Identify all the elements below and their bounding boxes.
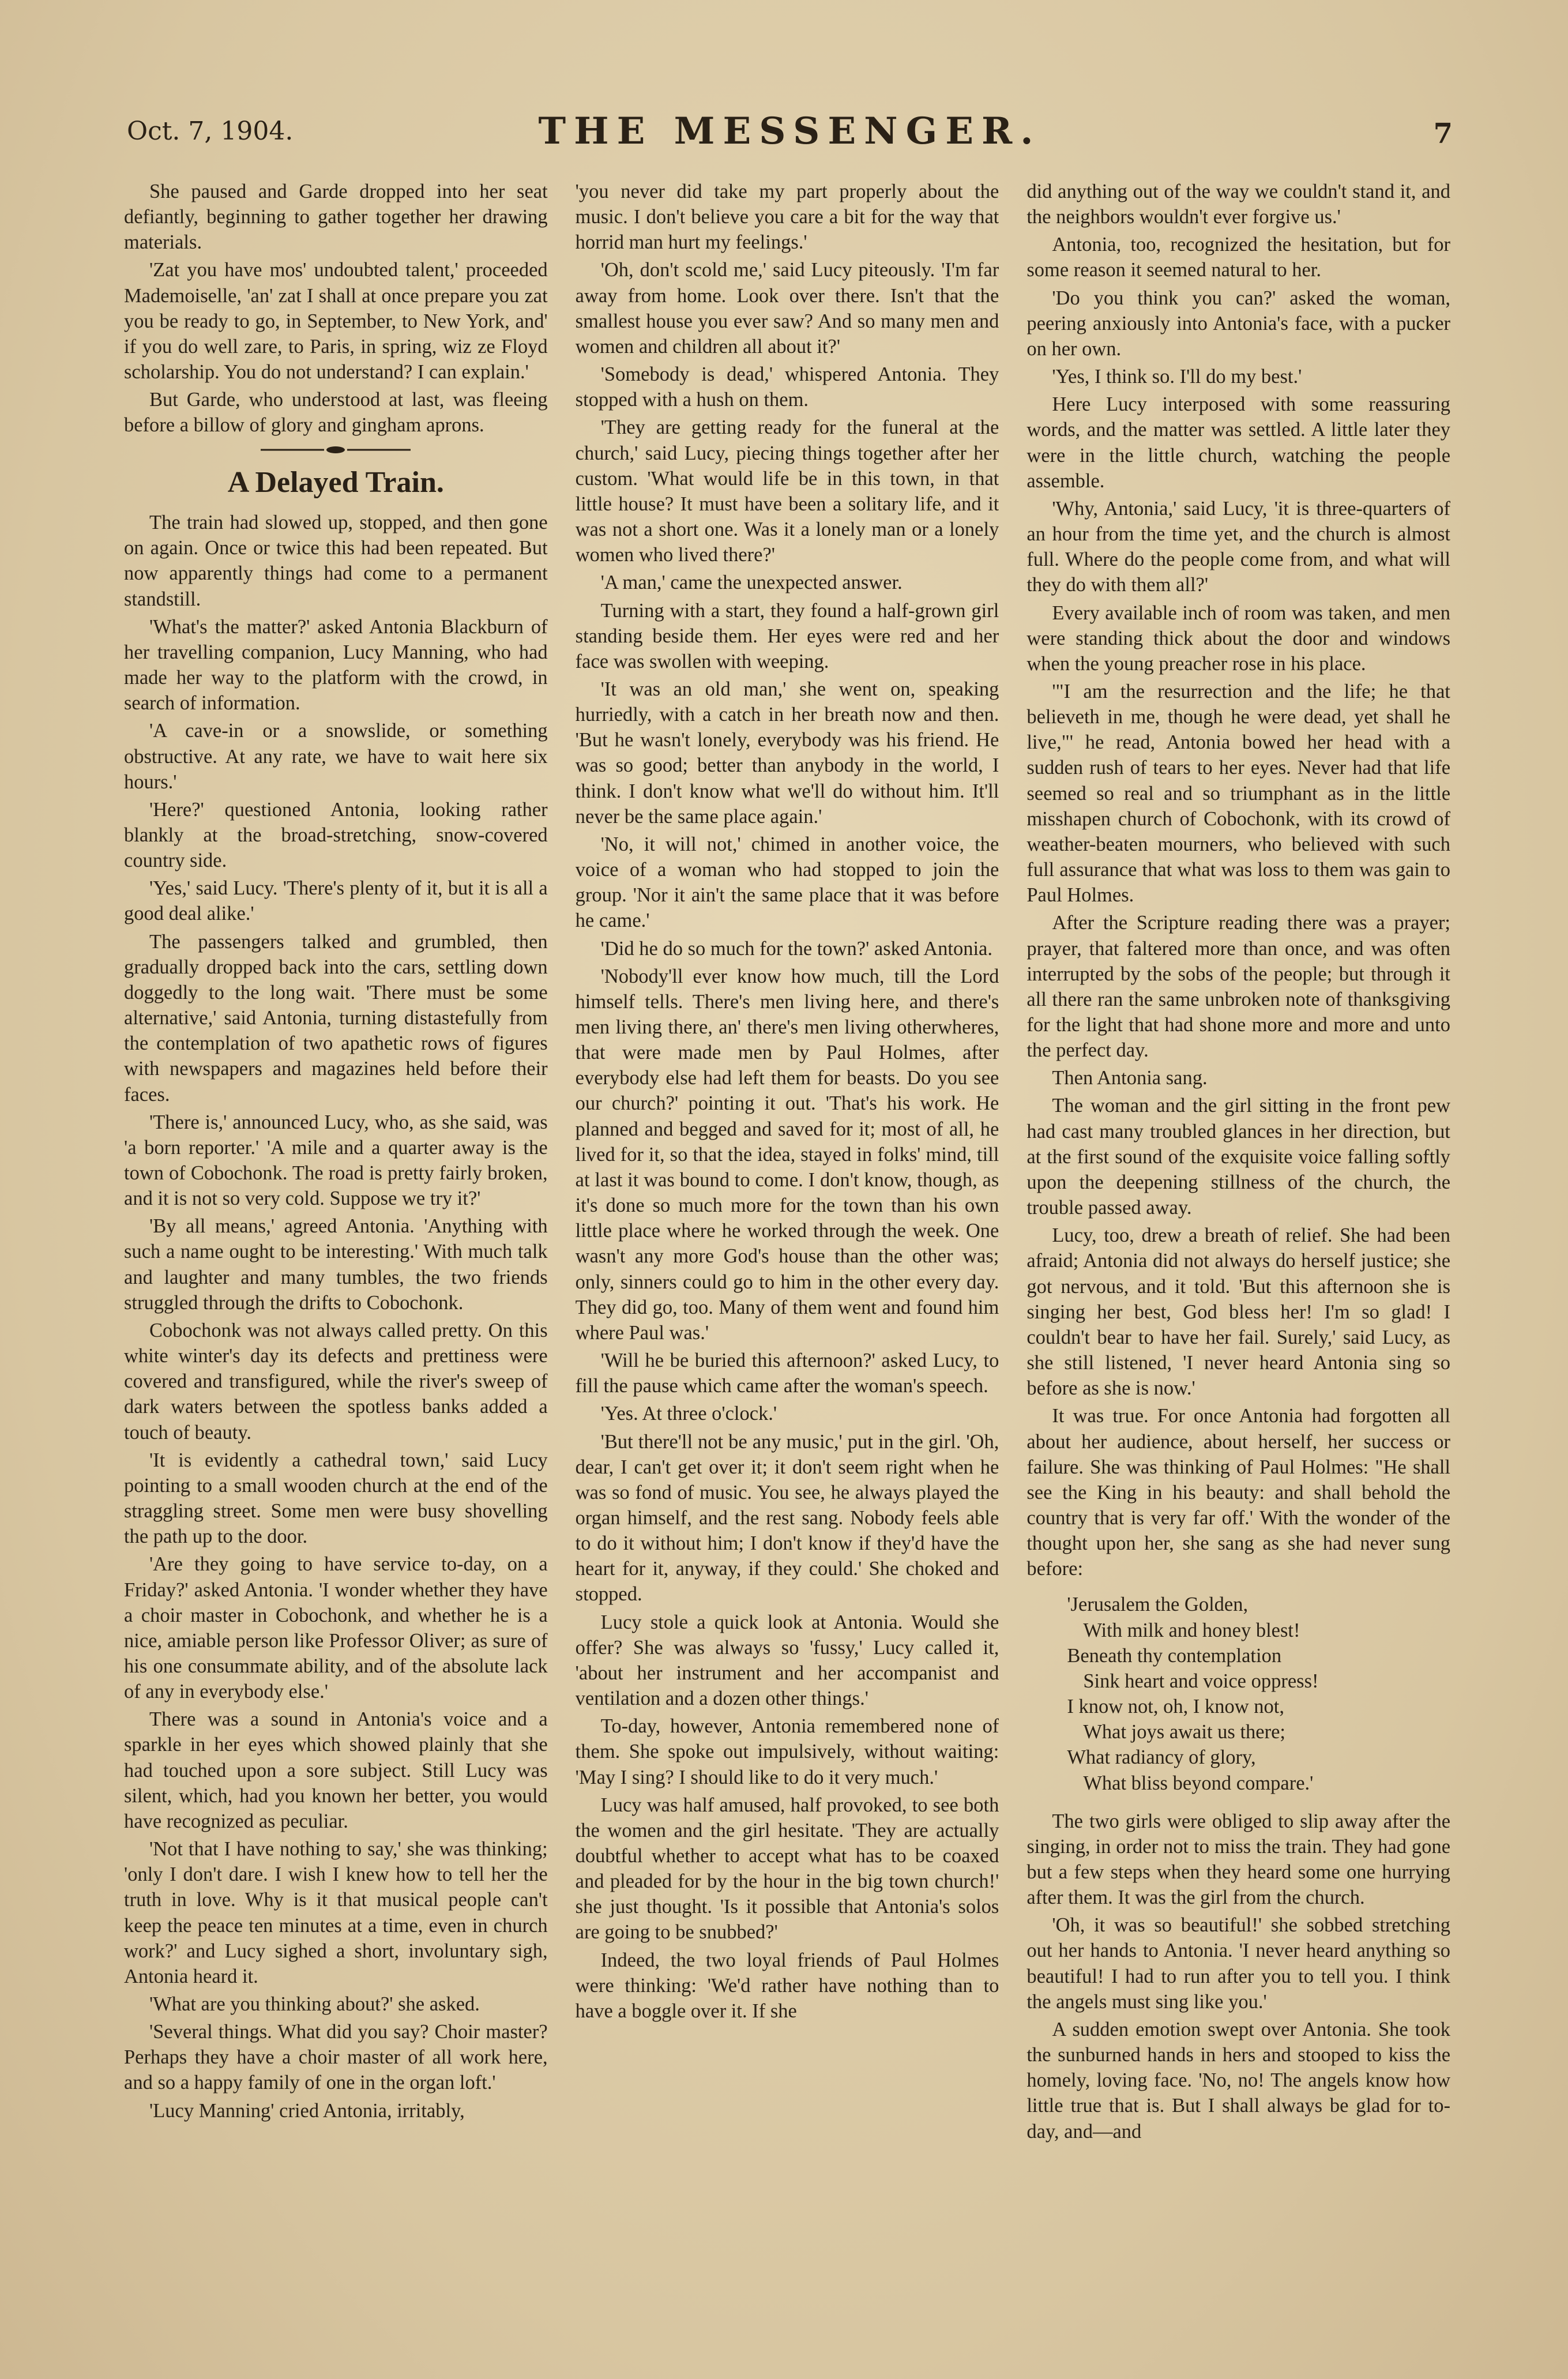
paragraph: 'Why, Antonia,' said Lucy, 'it is three-quarters of an hour from the time yet, and the church is almost full. Where do the people come from, and what will they do with them all?'	[1026, 497, 1451, 596]
poem-line: Sink heart and voice oppress!	[1083, 1670, 1319, 1692]
paragraph: The two girls were obliged to slip away after the singing, in order not to miss the train. They had gone but a few steps when they heard some one hurrying after them. It was the girl from the church.	[1026, 1810, 1451, 1909]
paragraph: But Garde, who understood at last, was fleeing before a billow of glory and gingham aprons.	[124, 389, 548, 437]
paragraph: Lucy, too, drew a breath of relief. She had been afraid; Antonia did not always do herself justice; she got nervous, and it told. 'But this afternoon she is singing her best, God bless her! I'm so glad! I couldn't bear to have her fail. Surely,' said Lucy, as she still listened, 'I never heard Antonia sing so before as she is now.'	[1026, 1224, 1451, 1400]
paragraph: Lucy stole a quick look at Antonia. Would she offer? She was always so 'fussy,' Lucy called it, 'about her instrument and her accompanist and ventilation and a dozen other things.'	[575, 1611, 999, 1710]
paragraph: A sudden emotion swept over Antonia. She took the sunburned hands in hers and stooped to kiss the homely, loving face. 'No, no! The angels know how little true that is. But I shall always be glad for to-day, and—and	[1026, 2018, 1451, 2143]
paragraph: There was a sound in Antonia's voice and a sparkle in her eyes which showed plainly that she had touched upon a sore subject. Still Lucy was silent, which, had you known her better, you would have recognized as peculiar.	[124, 1708, 548, 1832]
paragraph: Antonia, too, recognized the hesitation, but for some reason it seemed natural to her.	[1026, 234, 1451, 281]
poem-line: What radiancy of glory,	[1067, 1746, 1256, 1769]
issue-date: Oct. 7, 1904.	[127, 116, 294, 146]
poem-line: 'Jerusalem the Golden,	[1067, 1593, 1249, 1616]
poem-line: What bliss beyond compare.'	[1083, 1772, 1314, 1794]
paragraph: To-day, however, Antonia remembered none of them. She spoke out impulsively, without waiting: 'May I sing? I should like to do it very much.'	[575, 1715, 999, 1788]
paragraph: She paused and Garde dropped into her seat defiantly, beginning to gather together her drawing materials.	[124, 181, 548, 254]
paragraph: 'Yes. At three o'clock.'	[600, 1403, 777, 1425]
paragraph: 'It is evidently a cathedral town,' said Lucy pointing to a small wooden church at the end of the straggling street. Some men were busy shovelling the path up to the door.	[124, 1449, 548, 1548]
paragraph: 'Do you think you can?' asked the woman, peering anxiously into Antonia's face, with a pucker on her own.	[1026, 287, 1451, 360]
paragraph: 'Not that I have nothing to say,' she was thinking; 'only I don't dare. I wish I knew how to tell her the truth in love. Why is it that musical people can't keep the peace ten minutes at a time, even in church work?' and Lucy sighed a short, involuntary sigh, Antonia heard it.	[124, 1838, 548, 1987]
paragraph: 'It was an old man,' she went on, speaking hurriedly, with a catch in her breath now and then. 'But he wasn't lonely, everybody was his friend. He was so good; better than anybody in the world, I think. I don't know what we'll do without him. It'll never be the same place again.'	[575, 678, 999, 828]
paragraph: 'What's the matter?' asked Antonia Blackburn of her travelling companion, Lucy Manning, who had made her way to the platform with the crowd, in search of information.	[124, 615, 548, 715]
paragraph: 'Here?' questioned Antonia, looking rather blankly at the broad-stretching, snow-covered country side.	[124, 798, 548, 872]
page-number: 7	[1433, 118, 1453, 150]
poem-line: With milk and honey blest!	[1083, 1619, 1300, 1641]
hymn-verse	[1067, 1592, 1450, 1795]
poem-line: What joys await us there;	[1083, 1721, 1285, 1743]
masthead-title: THE MESSENGER.	[538, 110, 1041, 153]
paragraph: 'Lucy Manning' cried Antonia, irritably,	[149, 2099, 465, 2122]
paragraph: 'They are getting ready for the funeral at the church,' said Lucy, piecing things together after her custom. 'What would life be in this town, in that little house? It must have been a solitary life, and it was not a short one. Was it a lonely man or a lonely women who lived there?'	[575, 416, 999, 566]
paragraph: 'A man,' came the unexpected answer.	[600, 572, 903, 594]
paragraph: 'Did he do so much for the town?' asked Antonia.	[600, 937, 992, 960]
paragraph: 'Will he be buried this afternoon?' asked Lucy, to fill the pause which came after the woman's speech.	[575, 1350, 999, 1397]
paragraph: Cobochonk was not always called pretty. On this white winter's day its defects and prettiness were covered and transfigured, while the river's sweep of dark waters between the spotless banks added a touch of beauty.	[124, 1319, 548, 1444]
paragraph: '"I am the resurrection and the life; he that believeth in me, though he were dead, yet shall he live,"' he read, Antonia bowed her head with a sudden rush of tears to her eyes. Never had that life seemed so real and so triumphant as in the little misshapen church of Cobochonk, with its crowd of weather-beaten mourners, who believed with such full assurance that what was loss to them was gain to Paul Holmes.	[1026, 680, 1451, 907]
poem-line: I know not, oh, I know not,	[1067, 1696, 1284, 1718]
paragraph-continued: 'you never did take my part properly about the music. I don't believe you care a bit for the way that horrid man hurt my feelings.'	[575, 181, 999, 254]
paragraph: 'A cave-in or a snowslide, or something obstructive. At any rate, we have to wait here six hours.'	[124, 720, 548, 793]
paragraph: 'Oh, it was so beautiful!' she sobbed stretching out her hands to Antonia. 'I never heard anything so beautiful! I had to run after you to tell you. I think the angels must sing like you.'	[1026, 1914, 1451, 2013]
paragraph: The train had slowed up, stopped, and then gone on again. Once or twice this had been repeated. But now apparently things had come to a permanent standstill.	[124, 512, 548, 610]
article-columns	[124, 179, 1450, 2324]
column-3	[1026, 179, 1450, 2324]
paragraph: Turning with a start, they found a half-grown girl standing beside them. Her eyes were red and her face was swollen with weeping.	[575, 599, 999, 672]
paragraph: 'Zat you have mos' undoubted talent,' proceeded Mademoiselle, 'an' zat I shall at once prepare you zat you be ready to go, in September, to New York, and' if you do well zare, to Paris, in spring, wiz ze Floyd scholarship. You do not understand? I can explain.'	[124, 259, 548, 384]
paragraph: The woman and the girl sitting in the front pew had cast many troubled glances in her direction, but at the first sound of the exquisite voice falling softly upon the deepening stillness of the church, the trouble passed away.	[1026, 1095, 1451, 1219]
paragraph: The passengers talked and grumbled, then gradually dropped back into the cars, settling down doggedly to the long wait. 'There must be some alternative,' said Antonia, turning distastefully from the contemplation of two apathetic rows of figures with newspapers and magazines held before their faces.	[124, 930, 548, 1106]
paragraph-continued: did anything out of the way we couldn't stand it, and the neighbors wouldn't ever forgive us.'	[1026, 181, 1451, 228]
paragraph: Lucy was half amused, half provoked, to see both the women and the girl hesitate. 'They are actually doubtful whether to accept what has to be coaxed and pleaded for by the hour in the big town church!' she just thought. 'Is it possible that Antonia's solos are going to be snubbed?'	[575, 1794, 999, 1944]
paragraph: 'There is,' announced Lucy, who, as she said, was 'a born reporter.' 'A mile and a quarter away is the town of Cobochonk. The road is pretty fairly broken, and it is not so very cold. Suppose we try it?'	[124, 1111, 548, 1210]
column-1	[124, 179, 548, 2324]
paragraph: 'Yes,' said Lucy. 'There's plenty of it, but it is all a good deal alike.'	[124, 877, 548, 925]
paragraph: After the Scripture reading there was a prayer; prayer, that faltered more than once, and was often interrupted by the sobs of the people; but through it all there ran the same unbroken note of thanksgiving for the light that had shone more and more and unto the perfect day.	[1026, 912, 1451, 1062]
paragraph: 'But there'll not be any music,' put in the girl. 'Oh, dear, I can't get over it; it don't seem right when he was so fond of music. You see, he always played the organ himself, and the rest sang. Nobody feels able to do it without him; I don't know if they'd have the heart for it, anyway, if they could.' She choked and stopped.	[575, 1430, 999, 1606]
poem-line: Beneath thy contemplation	[1067, 1644, 1282, 1667]
paragraph: 'Nobody'll ever know how much, till the Lord himself tells. There's men living here, and there's men living there, an' there's men living otherwheres, that were made men by Paul Holmes, after everybody else had left them for beasts. Do you see our church?' pointing it out. 'That's his work. He planned and begged and saved for it; most of all, he lived for it, so that the idea, stayed in folks' mind, till at last it was bound to come. I don't know, though, as it's done so much more for the town than his own little place where he worked through the week. One wasn't any more God's house than the other was; only, sinners could go to him in the other every day. They did go, too. Many of them went and found him where Paul was.'	[575, 965, 999, 1344]
paragraph: It was true. For once Antonia had forgotten all about her audience, about herself, her success or failure. She was thinking of Paul Holmes: "He shall see the King in his beauty: and shall behold the country that is very far off.' With the wonder of the thought upon her, she sang as she had never sung before:	[1026, 1405, 1451, 1580]
paragraph: 'Are they going to have service to-day, on a Friday?' asked Antonia. 'I wonder whether they have a choir master in Cobochonk, and whether he is a nice, amiable person like Professor Oliver; as sure of his one consummate ability, and of the absolute lack of any in everybody else.'	[124, 1553, 548, 1703]
column-2	[576, 179, 999, 2324]
paragraph: 'By all means,' agreed Antonia. 'Anything with such a name ought to be interesting.' With much talk and laughter and many tumbles, the two friends struggled through the drifts to Cobochonk.	[124, 1215, 548, 1314]
paragraph: 'Somebody is dead,' whispered Antonia. They stopped with a hush on them.	[575, 363, 999, 411]
page-header	[127, 110, 1453, 161]
paragraph: 'No, it will not,' chimed in another voice, the voice of a woman who had stopped to join the group. 'Nor it ain't the same place that it was before he came.'	[575, 833, 999, 932]
paragraph: Every available inch of room was taken, and men were standing thick about the door and windows when the young preacher rose in his place.	[1026, 602, 1451, 675]
article-headline: A Delayed Train.	[227, 465, 444, 499]
paragraph: 'Oh, don't scold me,' said Lucy piteously. 'I'm far away from home. Look over there. Isn't that the smallest house you ever saw? And so many men and women and children all about it?'	[575, 259, 999, 358]
paragraph: Here Lucy interposed with some reassuring words, and the matter was settled. A little later they were in the little church, watching the people assemble.	[1026, 393, 1451, 492]
paragraph: Then Antonia sang.	[1052, 1067, 1208, 1089]
paragraph: 'What are you thinking about?' she asked.	[149, 1993, 480, 2016]
paragraph: 'Several things. What did you say? Choir master? Perhaps they have a choir master of all work here, and so a happy family of one in the organ loft.'	[124, 2021, 548, 2094]
paragraph: 'Yes, I think so. I'll do my best.'	[1052, 366, 1302, 388]
paragraph: Indeed, the two loyal friends of Paul Holmes were thinking: 'We'd rather have nothing than to have a boggle over it. If she	[575, 1949, 999, 2022]
section-divider	[261, 444, 411, 456]
